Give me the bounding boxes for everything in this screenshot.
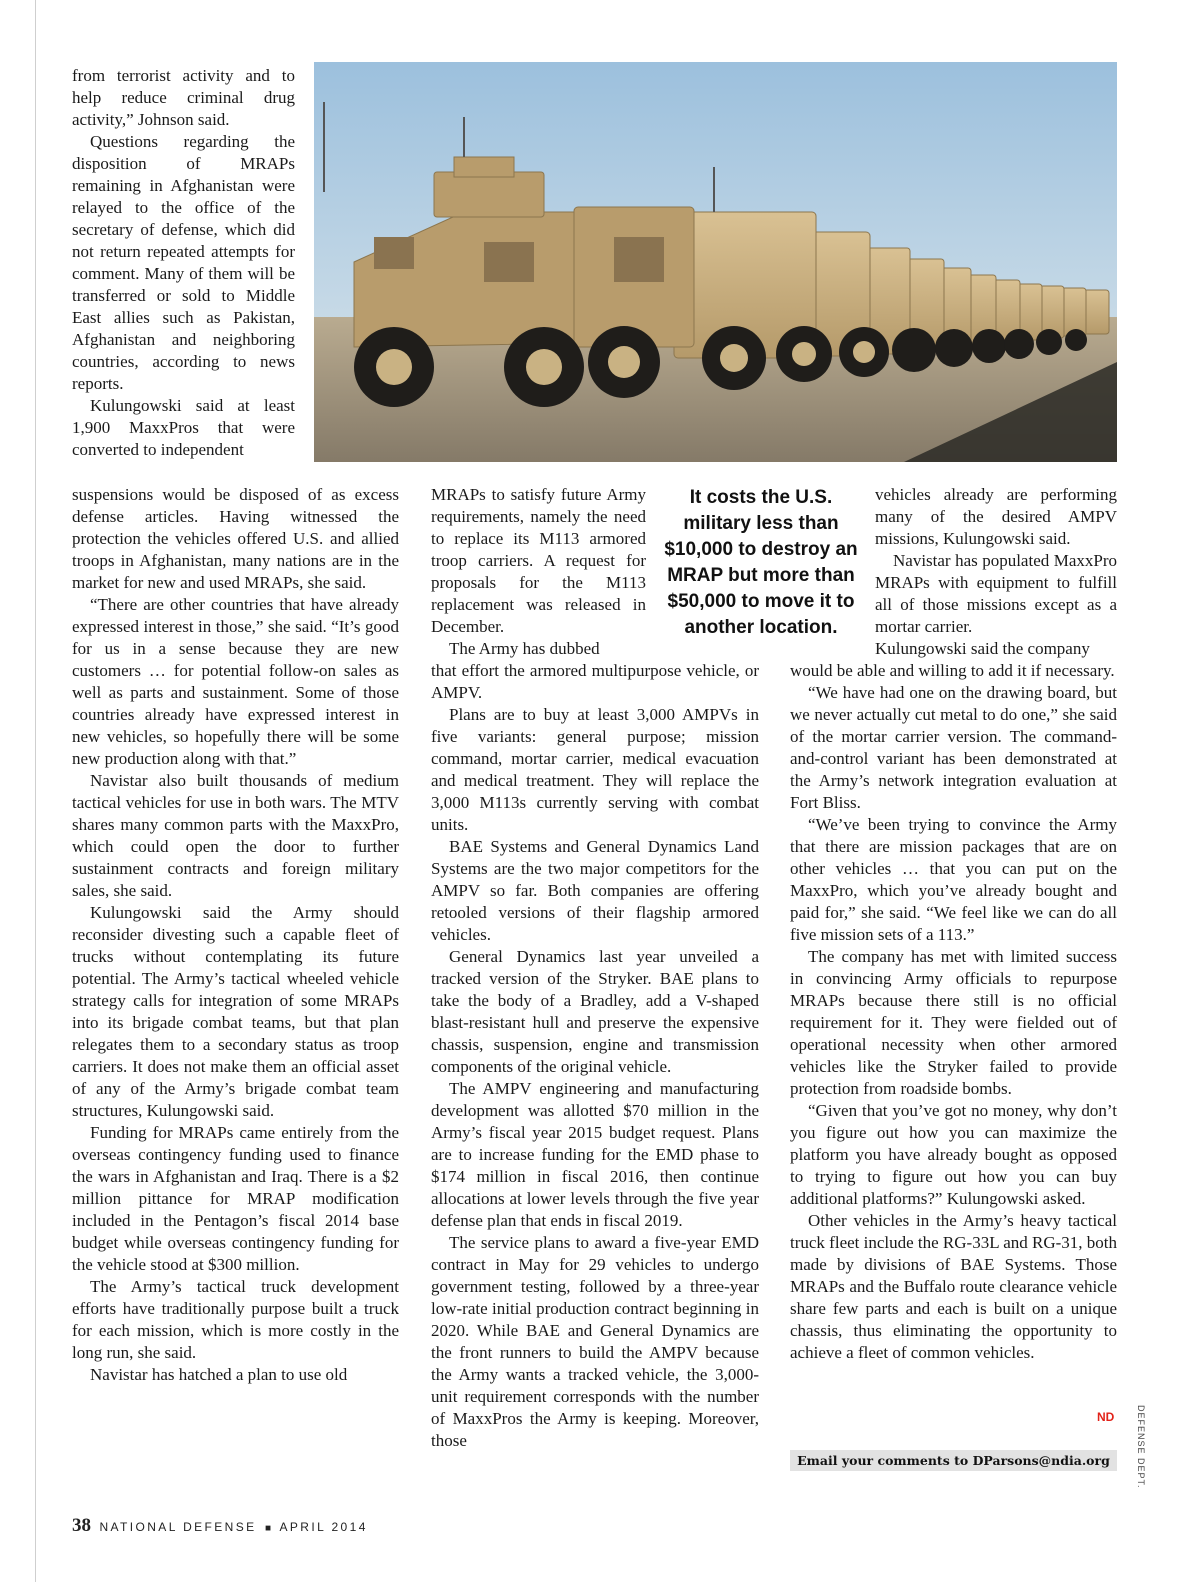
mrap-photo-illustration [314,62,1117,462]
paragraph: General Dynamics last year unveiled a tracked version of the Stryker. BAE plans to take the body of a Bradley, add a V-shaped blast-resistant hull and preserve the expensive chassis, suspension, engine and transmission components of the original vehicle. [431,947,759,1076]
email-comments-bar [790,1450,1117,1471]
paragraph: The Army’s tactical truck development efforts have traditionally purpose built a truck for each mission, which is more costly in the long run, she said. [72,1277,399,1362]
issue-date: APRIL 2014 [279,1520,368,1534]
paragraph: “There are other countries that have already expressed interest in those,” she said. “It’s good for us in a sense because they are new customers … for potential follow-on sales as well as parts and sustainment. Some of those countries already have expressed interest in new vehicles, so hopefully there will be some new production along with that.” [72,595,399,768]
paragraph: The Army has dubbed [449,639,600,658]
page-edge-rule [35,0,36,1582]
paragraph: vehicles already are performing many of the desired AMPV missions, Kulungowski said. [875,485,1117,548]
column-3-top [875,484,1117,660]
paragraph: Navistar also built thousands of medium tactical vehicles for use in both wars. The MTV shares many common parts with the MaxxPro, which could open the door to further sustainment contracts and foreign military sales, she said. [72,771,399,900]
paragraph: Funding for MRAPs came entirely from the overseas contingency funding used to finance the wars in Afghanistan and Iraq. There is a $2 million pittance for MRAP modification included in the Pentagon’s fiscal 2014 base budget while overseas contingency funding for the vehicle stood at $300 million. [72,1123,399,1274]
paragraph: The service plans to award a five-year EMD contract in May for 29 vehicles to undergo government testing, followed by a three-year low-rate initial production contract beginning in 2020. While BAE and General Dynamics are the front runners to build the AMPV because the Army wants a tracked vehicle, the 3,000-unit requirement corresponds with the number of MaxxPros the Army is keeping. Moreover, those [431,1233,759,1450]
mrap-vehicles-photo [314,62,1117,462]
paragraph: Navistar has populated MaxxPro MRAPs with equipment to fulfill all of those missions except as a mortar carrier. [875,551,1117,636]
paragraph: “We’ve been trying to convince the Army that there are mission packages that are on other vehicles … that you can put on the MaxxPro, which you’ve already bought and paid for,” she said. “We feel like we can do all five mission sets of a 113.” [790,815,1117,944]
paragraph: BAE Systems and General Dynamics Land Systems are the two major competitors for the AMPV so far. Both companies are offering retooled versions of their flagship armored vehicles. [431,837,759,944]
column-3-bottom [790,660,1117,1364]
paragraph: from terrorist activity and to help reduce criminal drug activity,” Johnson said. [72,66,295,129]
paragraph: “We have had one on the drawing board, but we never actually cut metal to do one,” she said of the mortar carrier version. The command-and-control variant has been demonstrated at the Army’s network integration evaluation at Fort Bliss. [790,683,1117,812]
page-footer [72,1515,368,1537]
paragraph: Plans are to buy at least 3,000 AMPVs in five variants: general purpose; mission command, mortar carrier, medical evacuation and medical treatment. They will replace the 3,000 M113s currently serving with combat units. [431,705,759,834]
pull-quote: It costs the U.S. military less than $10,000 to destroy an MRAP but more than $50,000 to move it to another location. [664,487,858,638]
paragraph: suspensions would be disposed of as excess defense articles. Having witnessed the protection the vehicles offered U.S. and allied troops in Afghanistan, many nations are in the market for new and used MRAPs, she said. [72,485,399,592]
paragraph: “Given that you’ve got no money, why don’t you figure out how you can maximize the platform you have already bought as opposed to trying to figure out how you can buy additional platforms?” Kulungowski asked. [790,1101,1117,1208]
paragraph: Kulungowski said at least 1,900 MaxxPros that were converted to independent [72,396,295,459]
end-mark: ND [1097,1410,1115,1424]
paragraph: Kulungowski said the Army should reconsider divesting such a capable fleet of trucks without contemplating its future potential. The Army’s tactical wheeled vehicle strategy calls for integration of some MRAPs into its brigade combat teams, but that plan relegates them to a secondary status as troop carriers. It does not make them an official asset of any of the Army’s brigade combat team structures, Kulungowski said. [72,903,399,1120]
paragraph: The AMPV engineering and manufacturing development was allotted $70 million in the Army’s fiscal year 2015 budget request. Plans are to increase funding for the EMD phase to $174 million in fiscal 2016, then continue allocations at lower levels through the five year defense plan that ends in fiscal 2019. [431,1079,759,1230]
paragraph: Navistar has hatched a plan to use old [90,1365,348,1384]
page-number: 38 [72,1515,91,1536]
paragraph: MRAPs to satisfy future Army requirements, namely the need to replace its M113 armored troop carriers. A request for proposals for the M113 replacement was released in December. [431,485,646,636]
publication-name: NATIONAL DEFENSE [99,1520,257,1534]
column-2 [431,484,759,1452]
paragraph: The company has met with limited success in convincing Army officials to repurpose MRAPs because there still is no official requirement for it. They were fielded out of operational necessity when other armored vehicles like the Stryker failed to provide protection from roadside bombs. [790,947,1117,1098]
paragraph: that effort the armored multipurpose vehicle, or AMPV. [431,661,759,702]
paragraph: Other vehicles in the Army’s heavy tactical truck fleet include the RG-33L and RG-31, both made by divisions of BAE Systems. Those MRAPs and the Buffalo route clearance vehicle share few parts and each is built on a unique chassis, thus eliminating the opportunity to achieve a fleet of common vehicles. [790,1211,1118,1362]
column-1-bottom [72,484,399,1386]
footer-separator: ■ [265,1523,272,1534]
section-label: DEFENSE DEPT. [1136,1405,1146,1489]
email-prompt: Email your comments to [797,1453,973,1468]
email-address-link[interactable]: DParsons@ndia.org [972,1453,1110,1468]
paragraph: Questions regarding the disposition of MRAPs remaining in Afghanistan were relayed to the office of the secretary of defense, which did not return repeated attempts for comment. Many of them will be transferred or sold to Middle East allies such as Pakistan, Afghanistan and neighboring countries, according to news reports. [72,132,295,393]
paragraph: Kulungowski said the company [875,639,1090,658]
paragraph: would be able and willing to add it if necessary. [790,661,1115,680]
column-1-top [72,65,295,461]
